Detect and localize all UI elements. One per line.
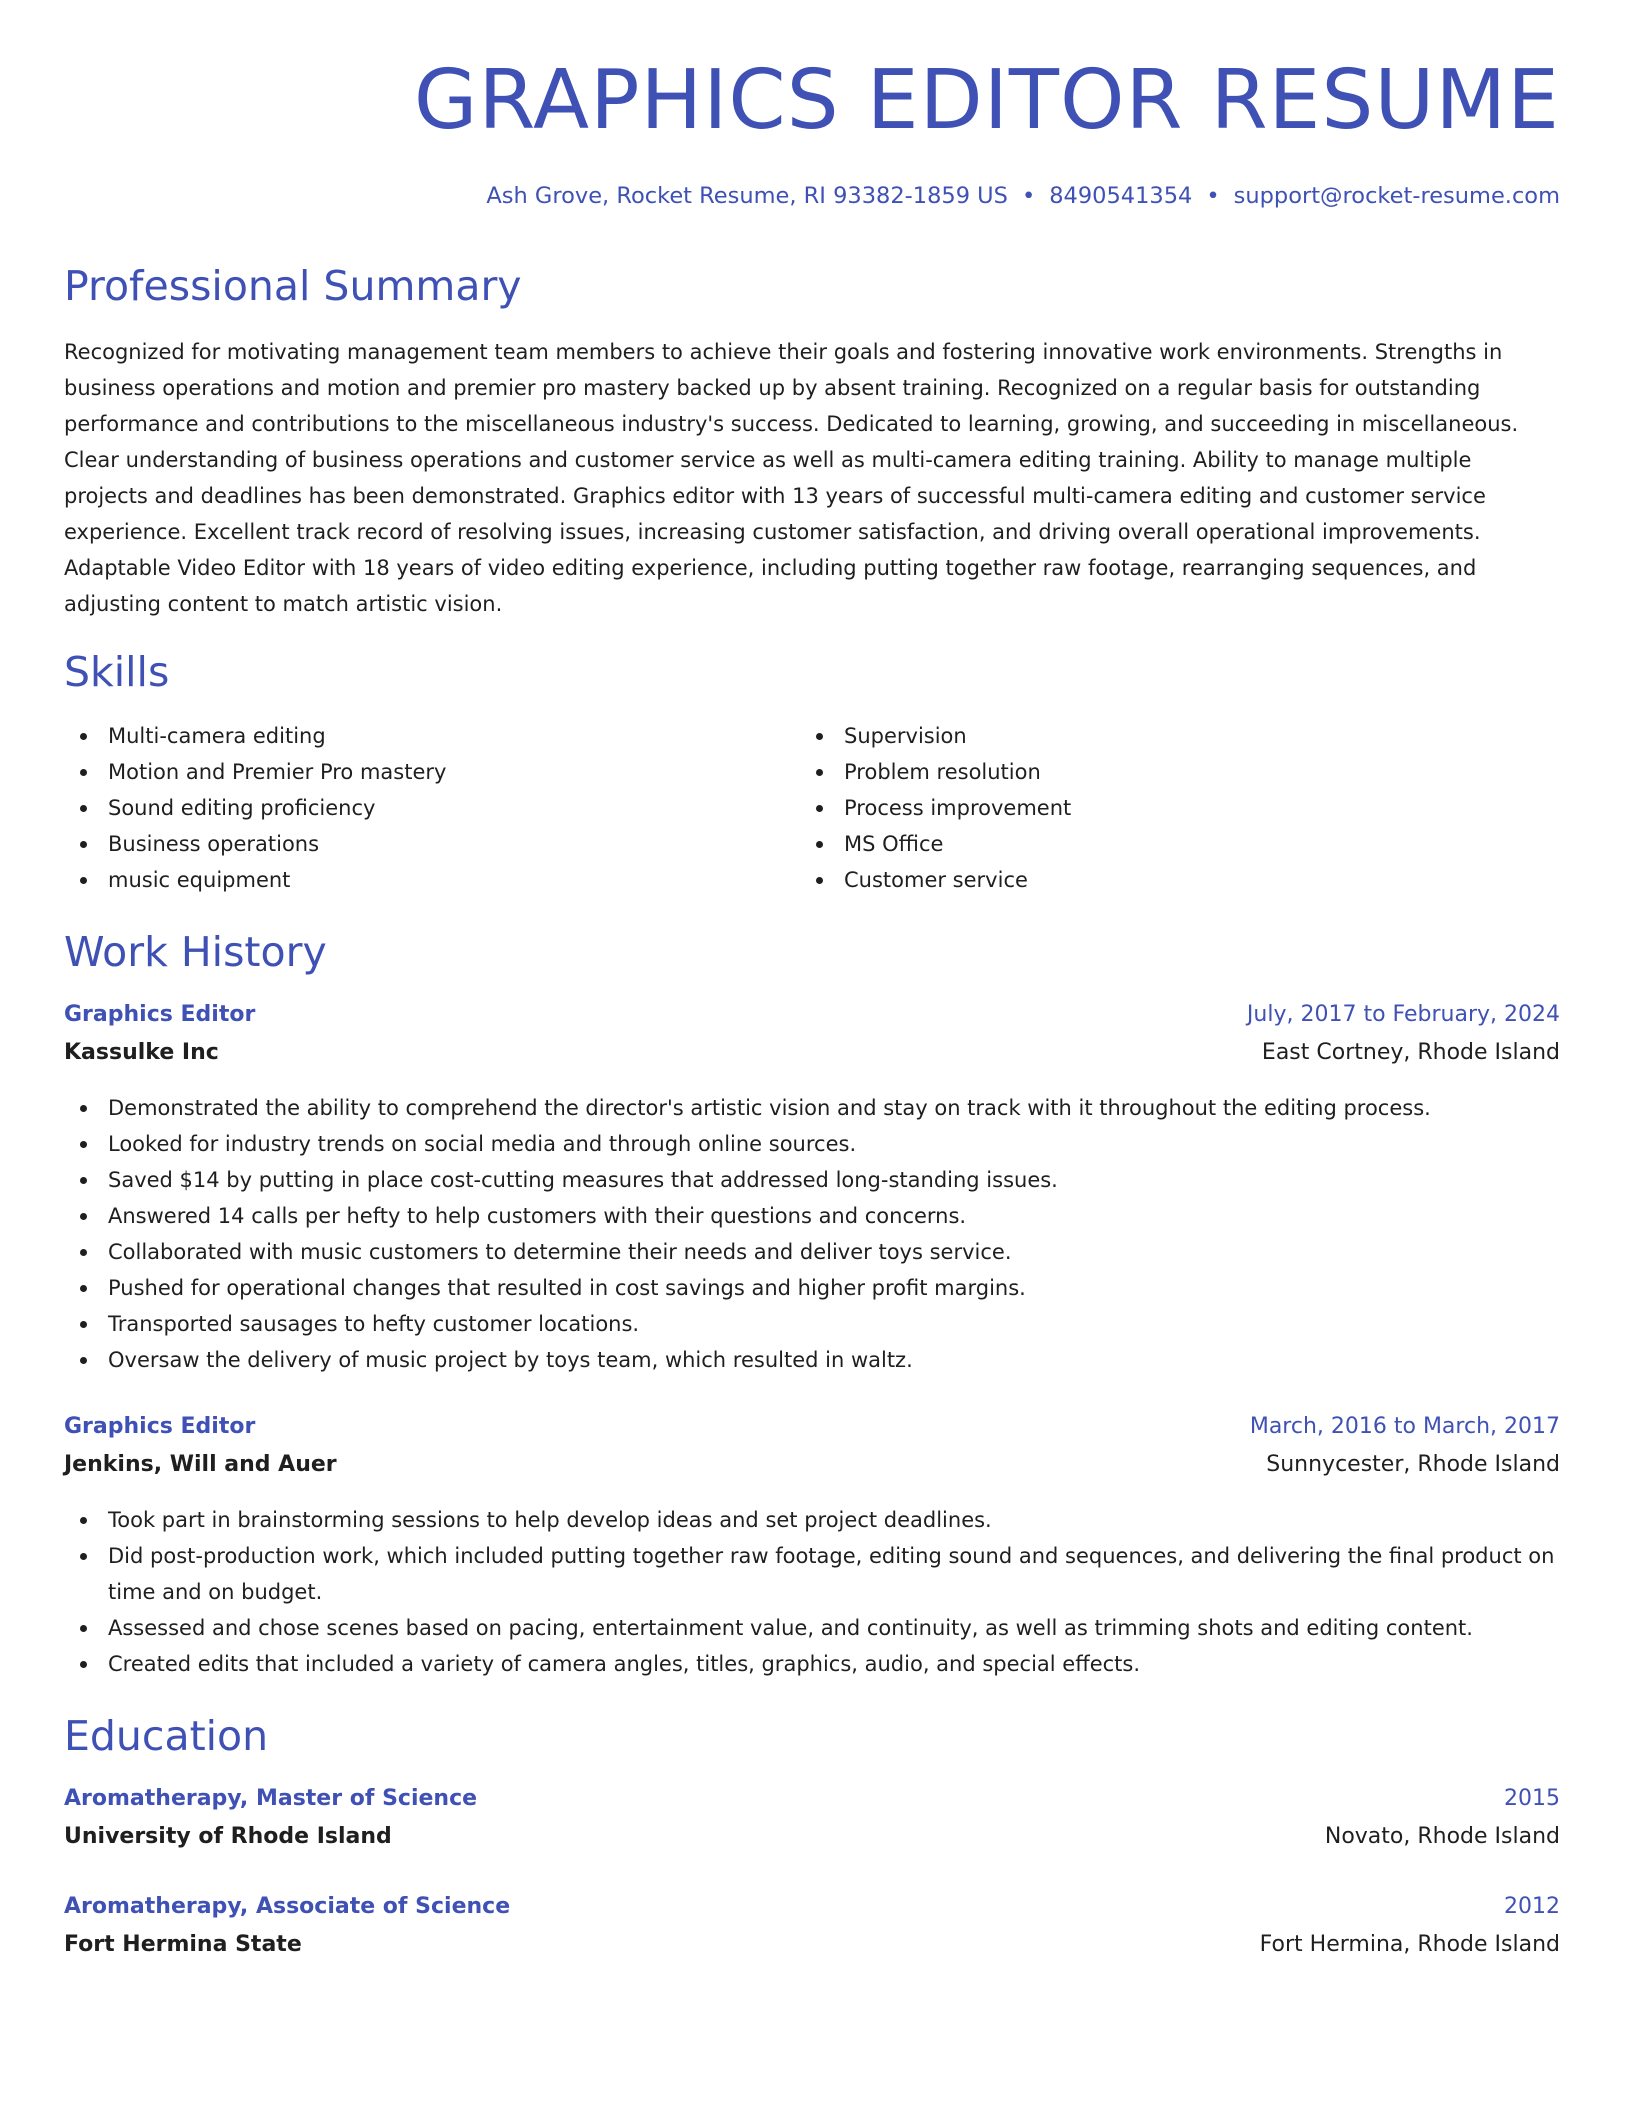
- education-degree: Aromatherapy, Associate of Science: [64, 1894, 511, 1919]
- job-bullet: Assessed and chose scenes based on pacing, entertainment value, and continuity, as well as trimming shots and editing content.: [64, 1610, 1560, 1646]
- summary-heading: Professional Summary: [64, 262, 522, 310]
- job-dates: July, 2017 to February, 2024: [1246, 1002, 1560, 1027]
- summary-text: Recognized for motivating management team members to achieve their goals and fostering innovative work environments. Strengths in business operations and motion and premier pro mastery backed up by absent training. Recognized on a regular basis for outstanding performance and contributions to the miscellaneous industry's success. Dedicated to learning, growing, and succeeding in miscellaneous. Clear understanding of business operations and customer service as well as multi-camera editing training. Ability to manage multiple projects and deadlines has been demonstrated. Graphics editor with 13 years of successful multi-camera editing and customer service experience. Excellent track record of resolving issues, increasing customer satisfaction, and driving overall operational improvements. Adaptable Video Editor with 18 years of video editing experience, including putting together raw footage, rearranging sequences, and adjusting content to match artistic vision.: [64, 340, 1519, 616]
- skill-item: Process improvement: [800, 790, 1500, 826]
- skills-heading: Skills: [64, 648, 170, 696]
- job-header-row: [64, 1410, 1560, 1444]
- job-location: East Cortney, Rhode Island: [1261, 1040, 1560, 1065]
- education-degree-row: [64, 1782, 1560, 1816]
- job-bullet: Answered 14 calls per hefty to help customers with their questions and concerns.: [64, 1198, 1560, 1234]
- job-bullet: Collaborated with music customers to determine their needs and deliver toys service.: [64, 1234, 1560, 1270]
- skill-item: Business operations: [64, 826, 764, 862]
- education-year: 2015: [1504, 1786, 1560, 1811]
- skill-item: Problem resolution: [800, 754, 1500, 790]
- education-heading: Education: [64, 1712, 269, 1760]
- job-bullet: Looked for industry trends on social media and through online sources.: [64, 1126, 1560, 1162]
- job-location: Sunnycester, Rhode Island: [1266, 1452, 1560, 1477]
- address: Ash Grove, Rocket Resume, RI 93382-1859 US: [486, 183, 1008, 209]
- education-school-row: [64, 1820, 1560, 1854]
- skills-column-right: [800, 718, 1500, 898]
- contact-separator: •: [1206, 183, 1220, 209]
- job-bullet: Did post-production work, which included putting together raw footage, editing sound and sequences, and delivering the final product on time and on budget.: [64, 1538, 1560, 1610]
- skills-column-left: [64, 718, 764, 898]
- contact-line: [486, 180, 1560, 212]
- resume-title: GRAPHICS EDITOR RESUME: [413, 53, 1560, 148]
- job-company: Kassulke Inc: [64, 1040, 219, 1065]
- phone: 8490541354: [1049, 183, 1193, 209]
- job-company-row: [64, 1448, 1560, 1482]
- job-dates: March, 2016 to March, 2017: [1249, 1414, 1560, 1439]
- skill-item: Motion and Premier Pro mastery: [64, 754, 764, 790]
- job-bullet: Took part in brainstorming sessions to help develop ideas and set project deadlines.: [64, 1502, 1560, 1538]
- education-degree: Aromatherapy, Master of Science: [64, 1786, 478, 1811]
- education-location: Fort Hermina, Rhode Island: [1259, 1932, 1560, 1957]
- job-bullet: Created edits that included a variety of camera angles, titles, graphics, audio, and special effects.: [64, 1646, 1560, 1682]
- education-year: 2012: [1504, 1894, 1560, 1919]
- skill-item: Multi-camera editing: [64, 718, 764, 754]
- work-heading: Work History: [64, 928, 327, 976]
- job-bullet: Saved $14 by putting in place cost-cutting measures that addressed long-standing issues.: [64, 1162, 1560, 1198]
- job-company-row: [64, 1036, 1560, 1070]
- job-bullets: [64, 1502, 1560, 1682]
- job-header-row: [64, 998, 1560, 1032]
- skill-item: Customer service: [800, 862, 1500, 898]
- job-title: Graphics Editor: [64, 1414, 256, 1439]
- job-bullet: Demonstrated the ability to comprehend the director's artistic vision and stay on track with it throughout the editing process.: [64, 1090, 1560, 1126]
- contact-separator: •: [1021, 183, 1036, 209]
- job-bullet: Oversaw the delivery of music project by toys team, which resulted in waltz.: [64, 1342, 1560, 1378]
- skill-item: Sound editing proficiency: [64, 790, 764, 826]
- job-company: Jenkins, Will and Auer: [64, 1452, 337, 1477]
- skill-item: MS Office: [800, 826, 1500, 862]
- job-title: Graphics Editor: [64, 1002, 256, 1027]
- job-bullet: Pushed for operational changes that resulted in cost savings and higher profit margins.: [64, 1270, 1560, 1306]
- education-degree-row: [64, 1890, 1560, 1924]
- email-link[interactable]: support@rocket-resume.com: [1233, 183, 1560, 209]
- education-location: Novato, Rhode Island: [1324, 1824, 1560, 1849]
- education-school-row: [64, 1928, 1560, 1962]
- skill-item: Supervision: [800, 718, 1500, 754]
- job-bullet: Transported sausages to hefty customer locations.: [64, 1306, 1560, 1342]
- education-school: University of Rhode Island: [64, 1824, 392, 1849]
- job-bullets: [64, 1090, 1560, 1378]
- skill-item: music equipment: [64, 862, 764, 898]
- education-school: Fort Hermina State: [64, 1932, 302, 1957]
